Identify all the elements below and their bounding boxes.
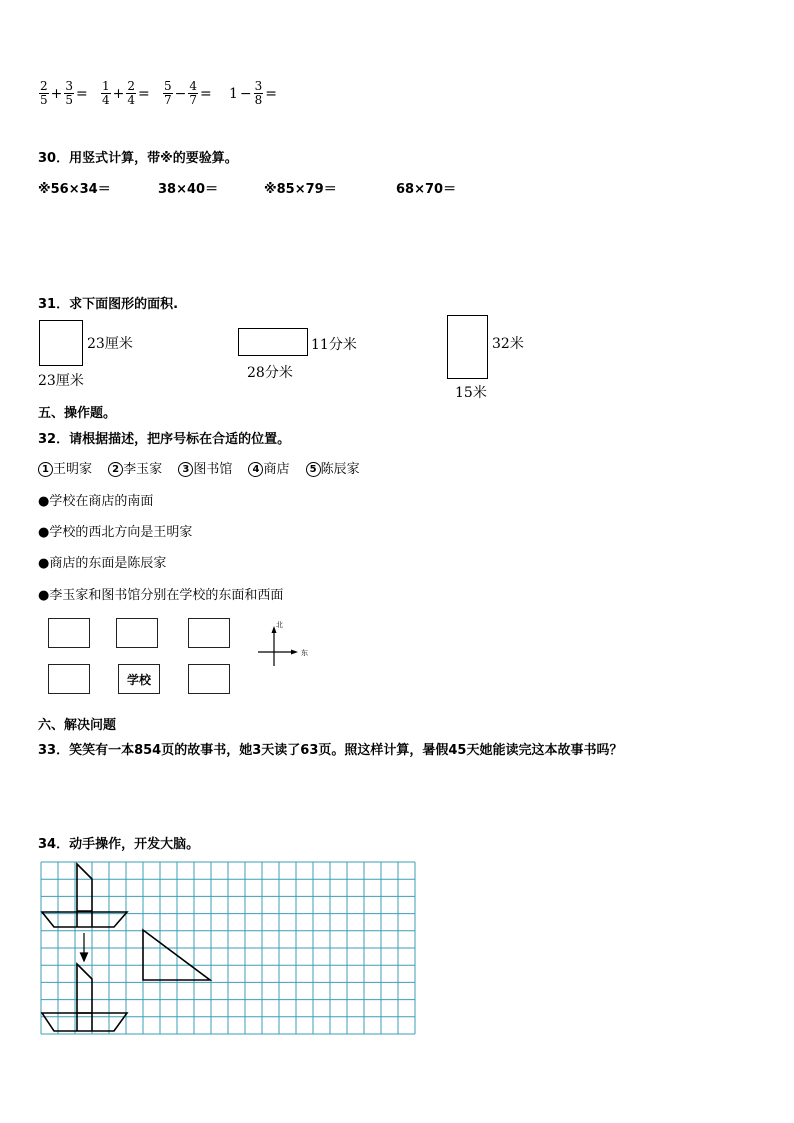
wide-rectangle-height-label: 11分米 — [311, 337, 357, 353]
fraction: $\frac{4}{7}$ — [189, 79, 198, 107]
option-5: 5 陈辰家 — [306, 462, 360, 477]
wide-rectangle-shape — [238, 328, 308, 356]
fraction-problem-3: $\frac{5}{7}$ − $\frac{4}{7}$ = — [164, 79, 212, 107]
q33-text: 33．笑笑有一本854页的故事书，她3天读了63页。照这样计算，暑假45天她能读完这本故事书吗？ — [38, 743, 623, 758]
map-box[interactable] — [188, 618, 230, 648]
map-box[interactable] — [116, 618, 158, 648]
fraction: $\frac{5}{7}$ — [164, 79, 172, 107]
north-label: 北 — [276, 621, 283, 629]
q31-title: 31．求下面图形的面积. — [38, 297, 179, 312]
map-box[interactable] — [48, 664, 90, 694]
fraction-problem-1: $\frac{2}{5}$ + $\frac{3}{5}$ = — [40, 79, 88, 107]
square-side-label: 23厘米 — [87, 336, 133, 352]
tangram-boat-bottom — [42, 964, 127, 1031]
east-label: 东 — [301, 649, 308, 657]
q32-title: 32．请根据描述，把序号标在合适的位置。 — [38, 432, 291, 447]
wide-rectangle-width-label: 28分米 — [247, 365, 293, 381]
clue: ●学校在商店的南面 — [38, 494, 154, 509]
q34-title: 34．动手操作，开发大脑。 — [38, 837, 200, 852]
fraction-problem-4: 1 − $\frac{3}{8}$ = — [229, 79, 278, 107]
fraction: $\frac{2}{4}$ — [127, 79, 136, 107]
fraction: $\frac{3}{8}$ — [254, 79, 263, 107]
map-box[interactable] — [48, 618, 90, 648]
q32-options — [38, 458, 360, 477]
tall-rectangle-height-label: 32米 — [492, 336, 524, 352]
fraction: $\frac{1}{4}$ — [102, 79, 110, 107]
option-4: 4 商店 — [248, 462, 289, 477]
q30-item: 38×40＝ — [158, 182, 219, 197]
tall-rectangle-shape — [447, 315, 488, 379]
q30-item: ※85×79＝ — [264, 182, 337, 197]
fraction: $\frac{3}{5}$ — [65, 79, 74, 107]
option-3: 3 图书馆 — [178, 462, 232, 477]
clue: ●李玉家和图书馆分别在学校的东面和西面 — [38, 588, 284, 603]
map-box[interactable] — [188, 664, 230, 694]
down-arrow-icon — [81, 933, 88, 961]
q30-item: ※56×34＝ — [38, 182, 111, 197]
square-bottom-label: 23厘米 — [38, 373, 84, 389]
q30-title: 30．用竖式计算，带※的要验算。 — [38, 151, 238, 166]
school-box — [118, 664, 160, 694]
q30-item: 68×70＝ — [396, 182, 457, 197]
compass-icon — [256, 620, 316, 670]
option-2: 2 李玉家 — [108, 462, 162, 477]
section-6-heading: 六、解决问题 — [38, 718, 117, 733]
section-5-heading: 五、操作题。 — [38, 406, 117, 421]
tangram-boat-top — [42, 864, 127, 927]
clue: ●商店的东面是陈辰家 — [38, 556, 167, 571]
clue: ●学校的西北方向是王明家 — [38, 525, 193, 540]
drawing-grid — [40, 861, 416, 1035]
fraction-problem-2: $\frac{1}{4}$ + $\frac{2}{4}$ = — [102, 79, 150, 107]
tall-rectangle-width-label: 15米 — [455, 385, 487, 401]
school-label: 学校 — [126, 672, 151, 687]
option-1: 1 王明家 — [38, 462, 92, 477]
square-shape — [39, 320, 83, 366]
fraction: $\frac{2}{5}$ — [40, 79, 48, 107]
